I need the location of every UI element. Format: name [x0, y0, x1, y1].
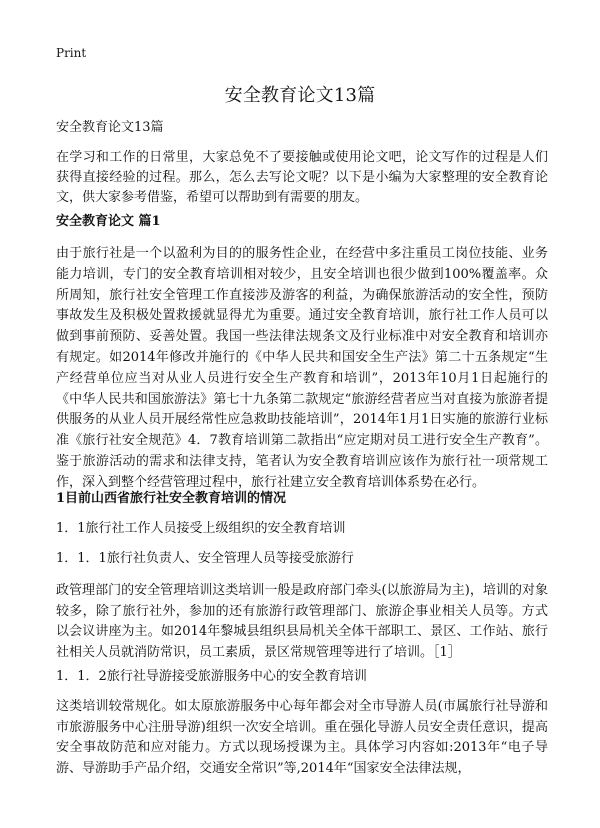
heading-level-1: 1目前山西省旅行社安全教育培训的情况: [56, 491, 287, 506]
body-paragraph-2: 政管理部门的安全管理培训这类培训一般是政府部门牵头(以旅游局为主)，培训的对象较多，除了旅行社外，参加的还有旅游行政管理部门、旅游企事业相关人员等。方式以会议讲座为主。如2014年黎城县组织县局机关全体干部职工、景区、工作站、旅行社相关人员就消防常识，员工素质，景区常规管理等进行了培训。［1］: [56, 583, 548, 660]
body-paragraph-3: 这类培训较常规化。如太原旅游服务中心每年都会对全市导游人员(市属旅行社导游和市旅游服务中心注册导游)组织一次安全培训。重在强化导游人员安全责任意识，提高安全事故防范和应对能力。方式以现场授课为主。具体学习内容如:2013年“电子导游、导游助手产品介绍，交通安全常识”等,2014年“国家安全法律法规，: [56, 699, 548, 776]
print-label[interactable]: Print: [56, 46, 87, 60]
heading-level-1-1-2: 1．1．2旅行社导游接受旅游服务中心的安全教育培训: [56, 669, 367, 684]
page-title: 安全教育论文13篇: [224, 85, 376, 106]
heading-level-1-1: 1．1旅行社工作人员接受上级组织的安全教育培训: [56, 521, 346, 536]
body-paragraph-1: 由于旅行社是一个以盈利为目的的服务性企业，在经营中多注重员工岗位技能、业务能力培训，专门的安全教育培训相对较少，且安全培训也很少做到100%覆盖率。众所周知，旅行社安全管理工作直接涉及游客的利益，为确保旅游活动的安全性，预防事故发生及积极处置救援就显得尤为重要。通过安全教育培训，旅行社工作人员可以做到事前预防、妥善处置。我国一些法律法规条文及行业标准中对安全教育和培训亦有规定。如2014年修改并施行的《中华人民共和国安全生产法》第二十五条规定“生产经营单位应当对从业人员进行安全生产教育和培训”，2013年10月1日起施行的《中华人民共和国旅游法》第七十九条第二款规定“旅游经营者应当对直接为旅游者提供服务的从业人员开展经常性应急救助技能培训”，2014年1月1日实施的旅游行业标准《旅行社安全规范》4．7教育培训第二款指出“应定期对员工进行安全生产教育”。鉴于旅游活动的需求和法律支持，笔者认为安全教育培训应该作为旅行社一项常规工作，深入到整个经营管理过程中，旅行社建立安全教育培训体系势在必行。: [56, 246, 548, 490]
intro-paragraph: 在学习和工作的日常里，大家总免不了要接触或使用论文吧，论文写作的过程是人们获得直接经验的过程。那么，怎么去写论文呢？以下是小编为大家整理的安全教育论文，供大家参考借鉴，希望可以帮助到有需要的朋友。: [56, 150, 548, 205]
heading-level-1-1-1: 1．1．1旅行社负责人、安全管理人员等接受旅游行: [56, 551, 354, 566]
document-subtitle: 安全教育论文13篇: [56, 120, 164, 135]
section-heading: 安全教育论文 篇1: [56, 214, 161, 229]
